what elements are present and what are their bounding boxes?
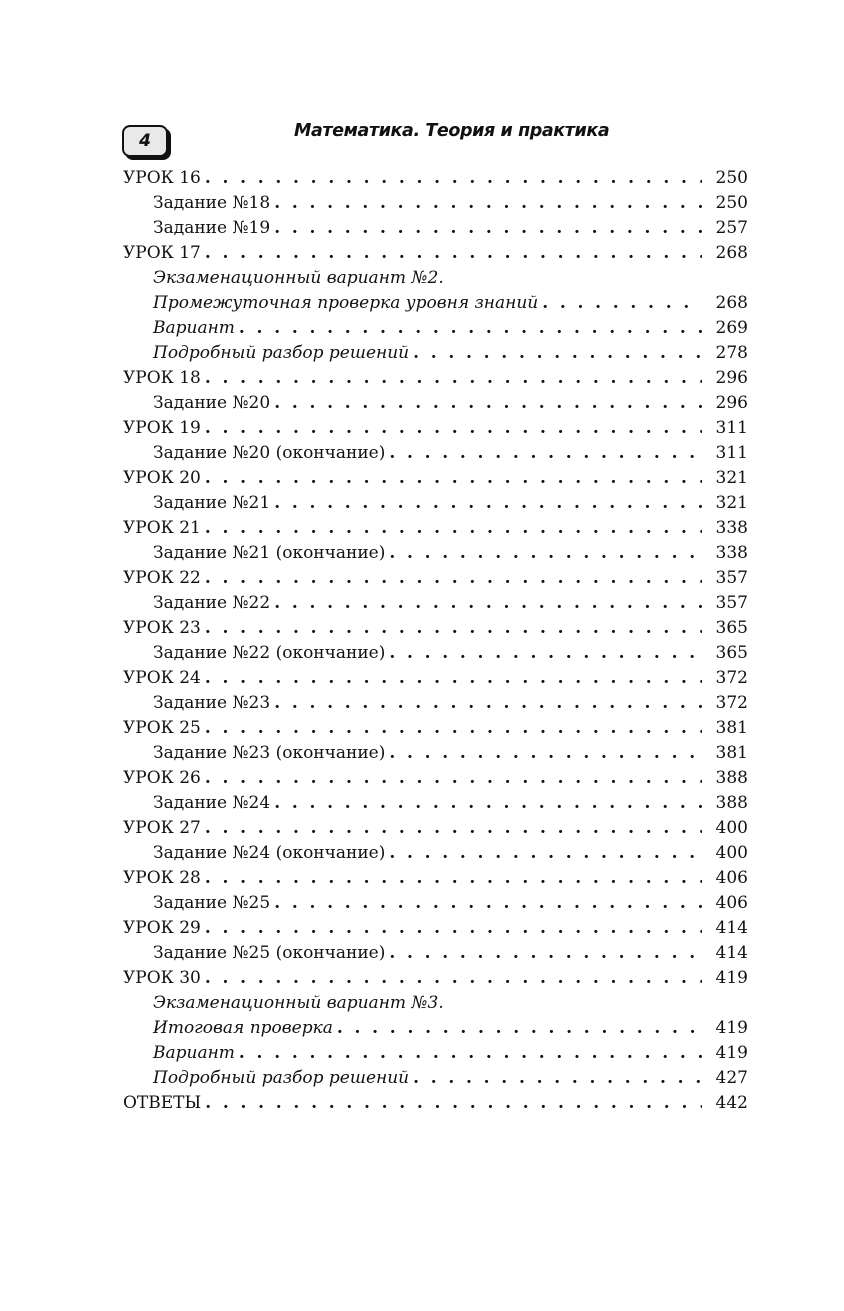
toc-subentry [123, 441, 748, 466]
dot-leader [205, 716, 702, 741]
toc-entry [123, 616, 748, 641]
toc-page-number: 414 [715, 943, 748, 963]
toc-page-number: 321 [715, 493, 748, 513]
toc-page-number: 250 [715, 193, 748, 213]
toc-page-number: 400 [715, 818, 748, 838]
toc-entry-label: УРОК 25 [123, 718, 201, 738]
toc-page-number: 296 [715, 368, 748, 388]
toc-page-number: 338 [715, 518, 748, 538]
toc-entry-label: Задание №22 [153, 593, 271, 613]
toc-page-number: 278 [715, 343, 748, 363]
toc-page-number: 414 [715, 918, 748, 938]
toc-page-number: 338 [715, 543, 748, 563]
dot-leader [205, 966, 702, 991]
dot-leader [389, 741, 702, 766]
dot-leader [205, 916, 702, 941]
toc-entry-label: Подробный разбор решений [153, 1068, 410, 1088]
toc-entry-label: Экзаменационный вариант №2. [153, 268, 444, 288]
toc-entry [123, 166, 748, 191]
toc-page-number: 388 [715, 793, 748, 813]
toc-entry-label: УРОК 24 [123, 668, 201, 688]
toc-entry-label: УРОК 18 [123, 368, 201, 388]
dot-leader [205, 766, 702, 791]
dot-leader [205, 666, 702, 691]
toc-entry-label: Задание №25 (окончание) [153, 943, 386, 963]
toc-entry [123, 866, 748, 891]
dot-leader [205, 466, 702, 491]
dot-leader [205, 416, 702, 441]
toc-page-number: 419 [715, 1018, 748, 1038]
dot-leader [205, 516, 702, 541]
toc-entry [123, 916, 748, 941]
toc-page-number: 311 [715, 443, 748, 463]
toc-entry [123, 966, 748, 991]
toc-subentry [123, 991, 748, 1016]
dot-leader [274, 591, 702, 616]
toc-entry-label: УРОК 16 [123, 168, 201, 188]
toc-entry-label: Задание №23 [153, 693, 271, 713]
dot-leader [274, 216, 702, 241]
toc-subentry [123, 341, 748, 366]
toc-subentry [123, 941, 748, 966]
toc-entry-label: Задание №22 (окончание) [153, 643, 386, 663]
toc-subentry [123, 391, 748, 416]
toc-entry [123, 666, 748, 691]
toc-page-number: 442 [715, 1093, 748, 1113]
page-number-badge: 4 [122, 125, 168, 157]
toc-page-number: 268 [715, 243, 748, 263]
dot-leader [205, 866, 702, 891]
toc-entry [123, 516, 748, 541]
toc-subentry [123, 291, 748, 316]
toc-entry [123, 766, 748, 791]
toc-entry-label: Итоговая проверка [153, 1018, 333, 1038]
dot-leader [542, 291, 702, 316]
dot-leader [205, 816, 702, 841]
toc-page-number: 381 [715, 743, 748, 763]
toc-entry-label: Подробный разбор решений [153, 343, 410, 363]
toc-page-number: 406 [715, 893, 748, 913]
toc-page-number: 365 [715, 643, 748, 663]
toc-page-number: 427 [715, 1068, 748, 1088]
toc-page-number: 365 [715, 618, 748, 638]
toc-page-number: 257 [715, 218, 748, 238]
dot-leader [205, 166, 702, 191]
dot-leader [274, 791, 702, 816]
toc-page-number: 311 [715, 418, 748, 438]
toc-page-number: 357 [715, 593, 748, 613]
toc-subentry [123, 1041, 748, 1066]
toc-entry-label: ОТВЕТЫ [123, 1093, 202, 1113]
toc-subentry [123, 641, 748, 666]
dot-leader [413, 341, 702, 366]
toc-entry-label: Задание №21 (окончание) [153, 543, 386, 563]
dot-leader [274, 491, 702, 516]
dot-leader [274, 891, 702, 916]
toc-entry-label: Задание №20 (окончание) [153, 443, 386, 463]
toc-entry-label: Задание №24 [153, 793, 271, 813]
table-of-contents [123, 166, 748, 1116]
toc-subentry [123, 191, 748, 216]
toc-page-number: 268 [715, 293, 748, 313]
dot-leader [337, 1016, 702, 1041]
toc-entry [123, 716, 748, 741]
toc-entry [123, 466, 748, 491]
toc-entry-label: УРОК 20 [123, 468, 201, 488]
toc-page-number: 419 [715, 968, 748, 988]
dot-leader [239, 316, 702, 341]
toc-subentry [123, 266, 748, 291]
toc-page-number: 419 [715, 1043, 748, 1063]
toc-page-number: 321 [715, 468, 748, 488]
toc-entry-label: УРОК 22 [123, 568, 201, 588]
toc-entry-label: Задание №21 [153, 493, 271, 513]
toc-entry [123, 816, 748, 841]
toc-entry-label: Экзаменационный вариант №3. [153, 993, 444, 1013]
toc-subentry [123, 591, 748, 616]
toc-subentry [123, 791, 748, 816]
toc-entry [123, 416, 748, 441]
toc-page-number: 250 [715, 168, 748, 188]
toc-page-number: 269 [715, 318, 748, 338]
toc-entry-label: Задание №20 [153, 393, 271, 413]
toc-page-number: 372 [715, 668, 748, 688]
toc-entry-label: УРОК 28 [123, 868, 201, 888]
toc-page-number: 406 [715, 868, 748, 888]
toc-entry-label: Задание №25 [153, 893, 271, 913]
dot-leader [274, 691, 702, 716]
toc-subentry [123, 741, 748, 766]
dot-leader [274, 391, 702, 416]
toc-entry-label: Промежуточная проверка уровня знаний [153, 293, 539, 313]
toc-entry [123, 566, 748, 591]
toc-entry [123, 366, 748, 391]
toc-entry-label: УРОК 30 [123, 968, 201, 988]
dot-leader [239, 1041, 702, 1066]
toc-subentry [123, 316, 748, 341]
toc-entry-label: УРОК 29 [123, 918, 201, 938]
toc-entry-label: УРОК 26 [123, 768, 201, 788]
toc-entry-label: Задание №23 (окончание) [153, 743, 386, 763]
dot-leader [274, 191, 702, 216]
toc-entry-label: Задание №18 [153, 193, 271, 213]
dot-leader [205, 366, 702, 391]
toc-subentry [123, 216, 748, 241]
toc-subentry [123, 1016, 748, 1041]
toc-entry [123, 241, 748, 266]
dot-leader [389, 541, 702, 566]
dot-leader [205, 1091, 702, 1116]
toc-subentry [123, 541, 748, 566]
toc-page-number: 388 [715, 768, 748, 788]
toc-page-number: 357 [715, 568, 748, 588]
toc-subentry [123, 1066, 748, 1091]
toc-entry-label: УРОК 23 [123, 618, 201, 638]
toc-entry-label: Вариант [153, 1043, 235, 1063]
dot-leader [389, 441, 702, 466]
toc-subentry [123, 491, 748, 516]
toc-page-number: 296 [715, 393, 748, 413]
toc-subentry [123, 691, 748, 716]
toc-entry-label: УРОК 19 [123, 418, 201, 438]
toc-entry-label: УРОК 21 [123, 518, 201, 538]
toc-entry-label: УРОК 27 [123, 818, 201, 838]
toc-entry-label: Вариант [153, 318, 235, 338]
dot-leader [389, 641, 702, 666]
dot-leader [205, 616, 702, 641]
toc-page-number: 372 [715, 693, 748, 713]
toc-entry-label: УРОК 17 [123, 243, 201, 263]
dot-leader [205, 566, 702, 591]
toc-entry-label: Задание №24 (окончание) [153, 843, 386, 863]
dot-leader [389, 841, 702, 866]
running-title: Математика. Теория и практика [294, 121, 610, 141]
dot-leader [205, 241, 702, 266]
toc-page-number: 381 [715, 718, 748, 738]
toc-page-number: 400 [715, 843, 748, 863]
dot-leader [389, 941, 702, 966]
dot-leader [413, 1066, 702, 1091]
toc-subentry [123, 891, 748, 916]
toc-subentry [123, 841, 748, 866]
toc-entry-label: Задание №19 [153, 218, 271, 238]
toc-entry [123, 1091, 748, 1116]
